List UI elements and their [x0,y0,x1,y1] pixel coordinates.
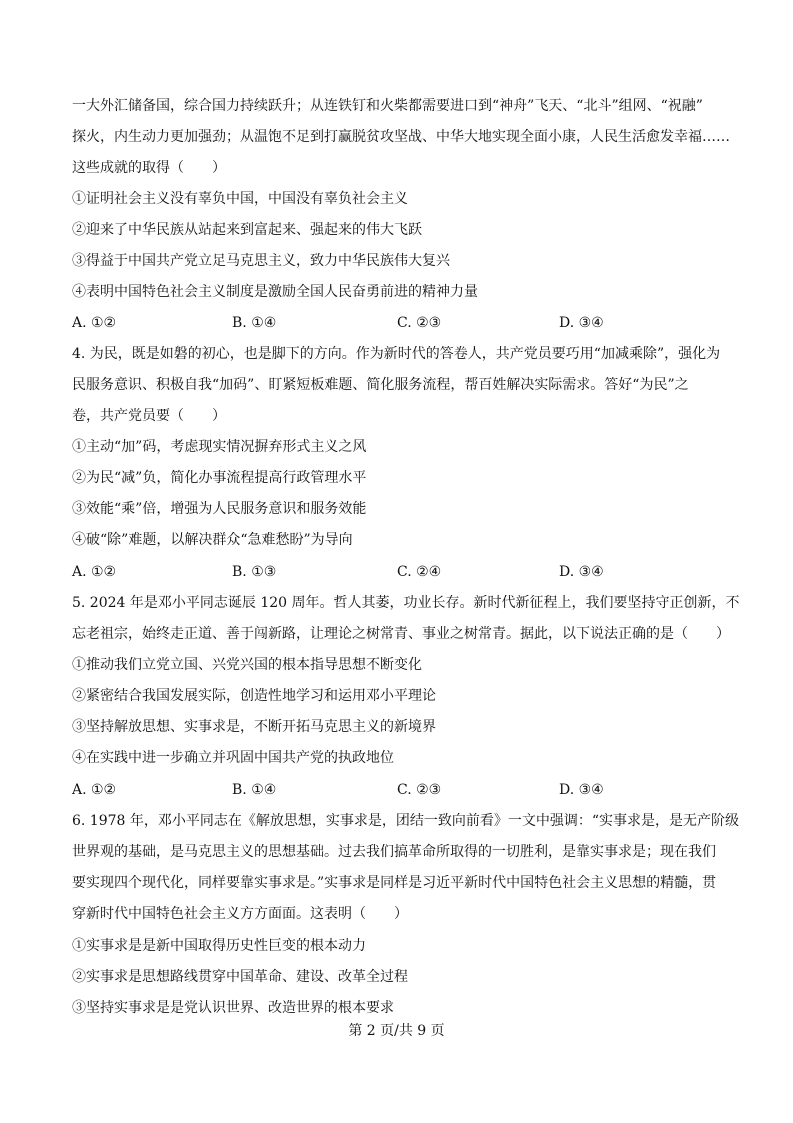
intro-line-2: 探火，内生动力更加强劲；从温饱不足到打赢脱贫攻坚战、中华大地实现全面小康，人民生活愈发幸福…… [72,129,730,145]
intro-option-b: B. ①④ [232,315,277,331]
intro-statement-1: ①证明社会主义没有辜负中国，中国没有辜负社会主义 [72,191,408,207]
q6-statement-3: ③坚持实事求是是党认识世界、改造世界的根本要求 [72,1000,394,1016]
q5-statement-4: ④在实践中进一步确立并巩固中国共产党的执政地位 [72,750,394,766]
q4-statement-1: ①主动“加”码，考虑现实情况摒弃形式主义之风 [72,439,367,455]
page-number: 第 2 页/共 9 页 [348,1023,445,1039]
q4-line-2: 民服务意识、积极自我“加码”、盯紧短板难题、简化服务流程，帮百姓解决实际需求。答好“为民”之 [72,377,689,393]
intro-option-c: C. ②③ [397,315,442,331]
q4-statement-4: ④破“除”难题，以解决群众“急难愁盼”为导向 [72,532,353,548]
q4-options [72,563,732,581]
intro-option-d: D. ③④ [559,315,604,331]
q4-line-3: 卷，共产党员要（ ） [72,408,226,424]
q4-option-c: C. ②④ [397,564,442,580]
q4-statement-3: ③效能“乘”倍，增强为人民服务意识和服务效能 [72,501,367,517]
q5-line-1: 5. 2024 年是邓小平同志诞辰 120 周年。哲人其萎，功业长存。新时代新征程上，我们要坚持守正创新，不 [72,595,740,611]
q5-options [72,781,732,799]
q6-statement-1: ①实事求是是新中国取得历史性巨变的根本动力 [72,938,366,954]
q4-statement-2: ②为民“减”负，简化办事流程提高行政管理水平 [72,470,367,486]
q4-option-d: D. ③④ [559,564,604,580]
q6-line-2: 世界观的基础，是马克思主义的思想基础。过去我们搞革命所取得的一切胜利，是靠实事求是；现在我们 [72,844,716,860]
intro-options [72,314,732,332]
q6-line-4: 穿新时代中国特色社会主义方方面面。这表明（ ） [72,906,408,922]
intro-statement-4: ④表明中国特色社会主义制度是激励全国人民奋勇前进的精神力量 [72,284,478,300]
intro-line-3: 这些成就的取得（ ） [72,160,226,176]
q5-option-a: A. ①② [72,782,117,798]
q5-option-d: D. ③④ [559,782,604,798]
q5-statement-2: ②紧密结合我国发展实际，创造性地学习和运用邓小平理论 [72,688,436,704]
q6-line-1: 6. 1978 年，邓小平同志在《解放思想，实事求是，团结一致向前看》一文中强调：“实事求是，是无产阶级 [72,813,740,829]
q4-option-b: B. ①③ [232,564,277,580]
q6-line-3: 要实现四个现代化，同样要靠实事求是。”实事求是同样是习近平新时代中国特色社会主义思想的精髓，贯 [72,875,717,891]
intro-statement-2: ②迎来了中华民族从站起来到富起来、强起来的伟大飞跃 [72,222,422,238]
q4-line-1: 4. 为民，既是如磐的初心，也是脚下的方向。作为新时代的答卷人，共产党员要巧用“加减乘除”，强化为 [72,346,721,362]
intro-option-a: A. ①② [72,315,117,331]
q6-statement-2: ②实事求是思想路线贯穿中国革命、建设、改革全过程 [72,969,408,985]
q5-line-2: 忘老祖宗，始终走正道、善于闯新路，让理论之树常青、事业之树常青。据此，以下说法正确的是（ ） [72,626,730,642]
q5-statement-1: ①推动我们立党立国、兴党兴国的根本指导思想不断变化 [72,657,422,673]
q5-statement-3: ③坚持解放思想、实事求是，不断开拓马克思主义的新境界 [72,719,436,735]
q4-option-a: A. ①② [72,564,117,580]
q5-option-b: B. ①④ [232,782,277,798]
intro-statement-3: ③得益于中国共产党立足马克思主义，致力中华民族伟大复兴 [72,253,450,269]
q5-option-c: C. ②③ [397,782,442,798]
intro-line-1: 一大外汇储备国，综合国力持续跃升；从连铁钉和火柴都需要进口到“神舟”飞天、“北斗”组网、“祝融” [72,98,703,114]
